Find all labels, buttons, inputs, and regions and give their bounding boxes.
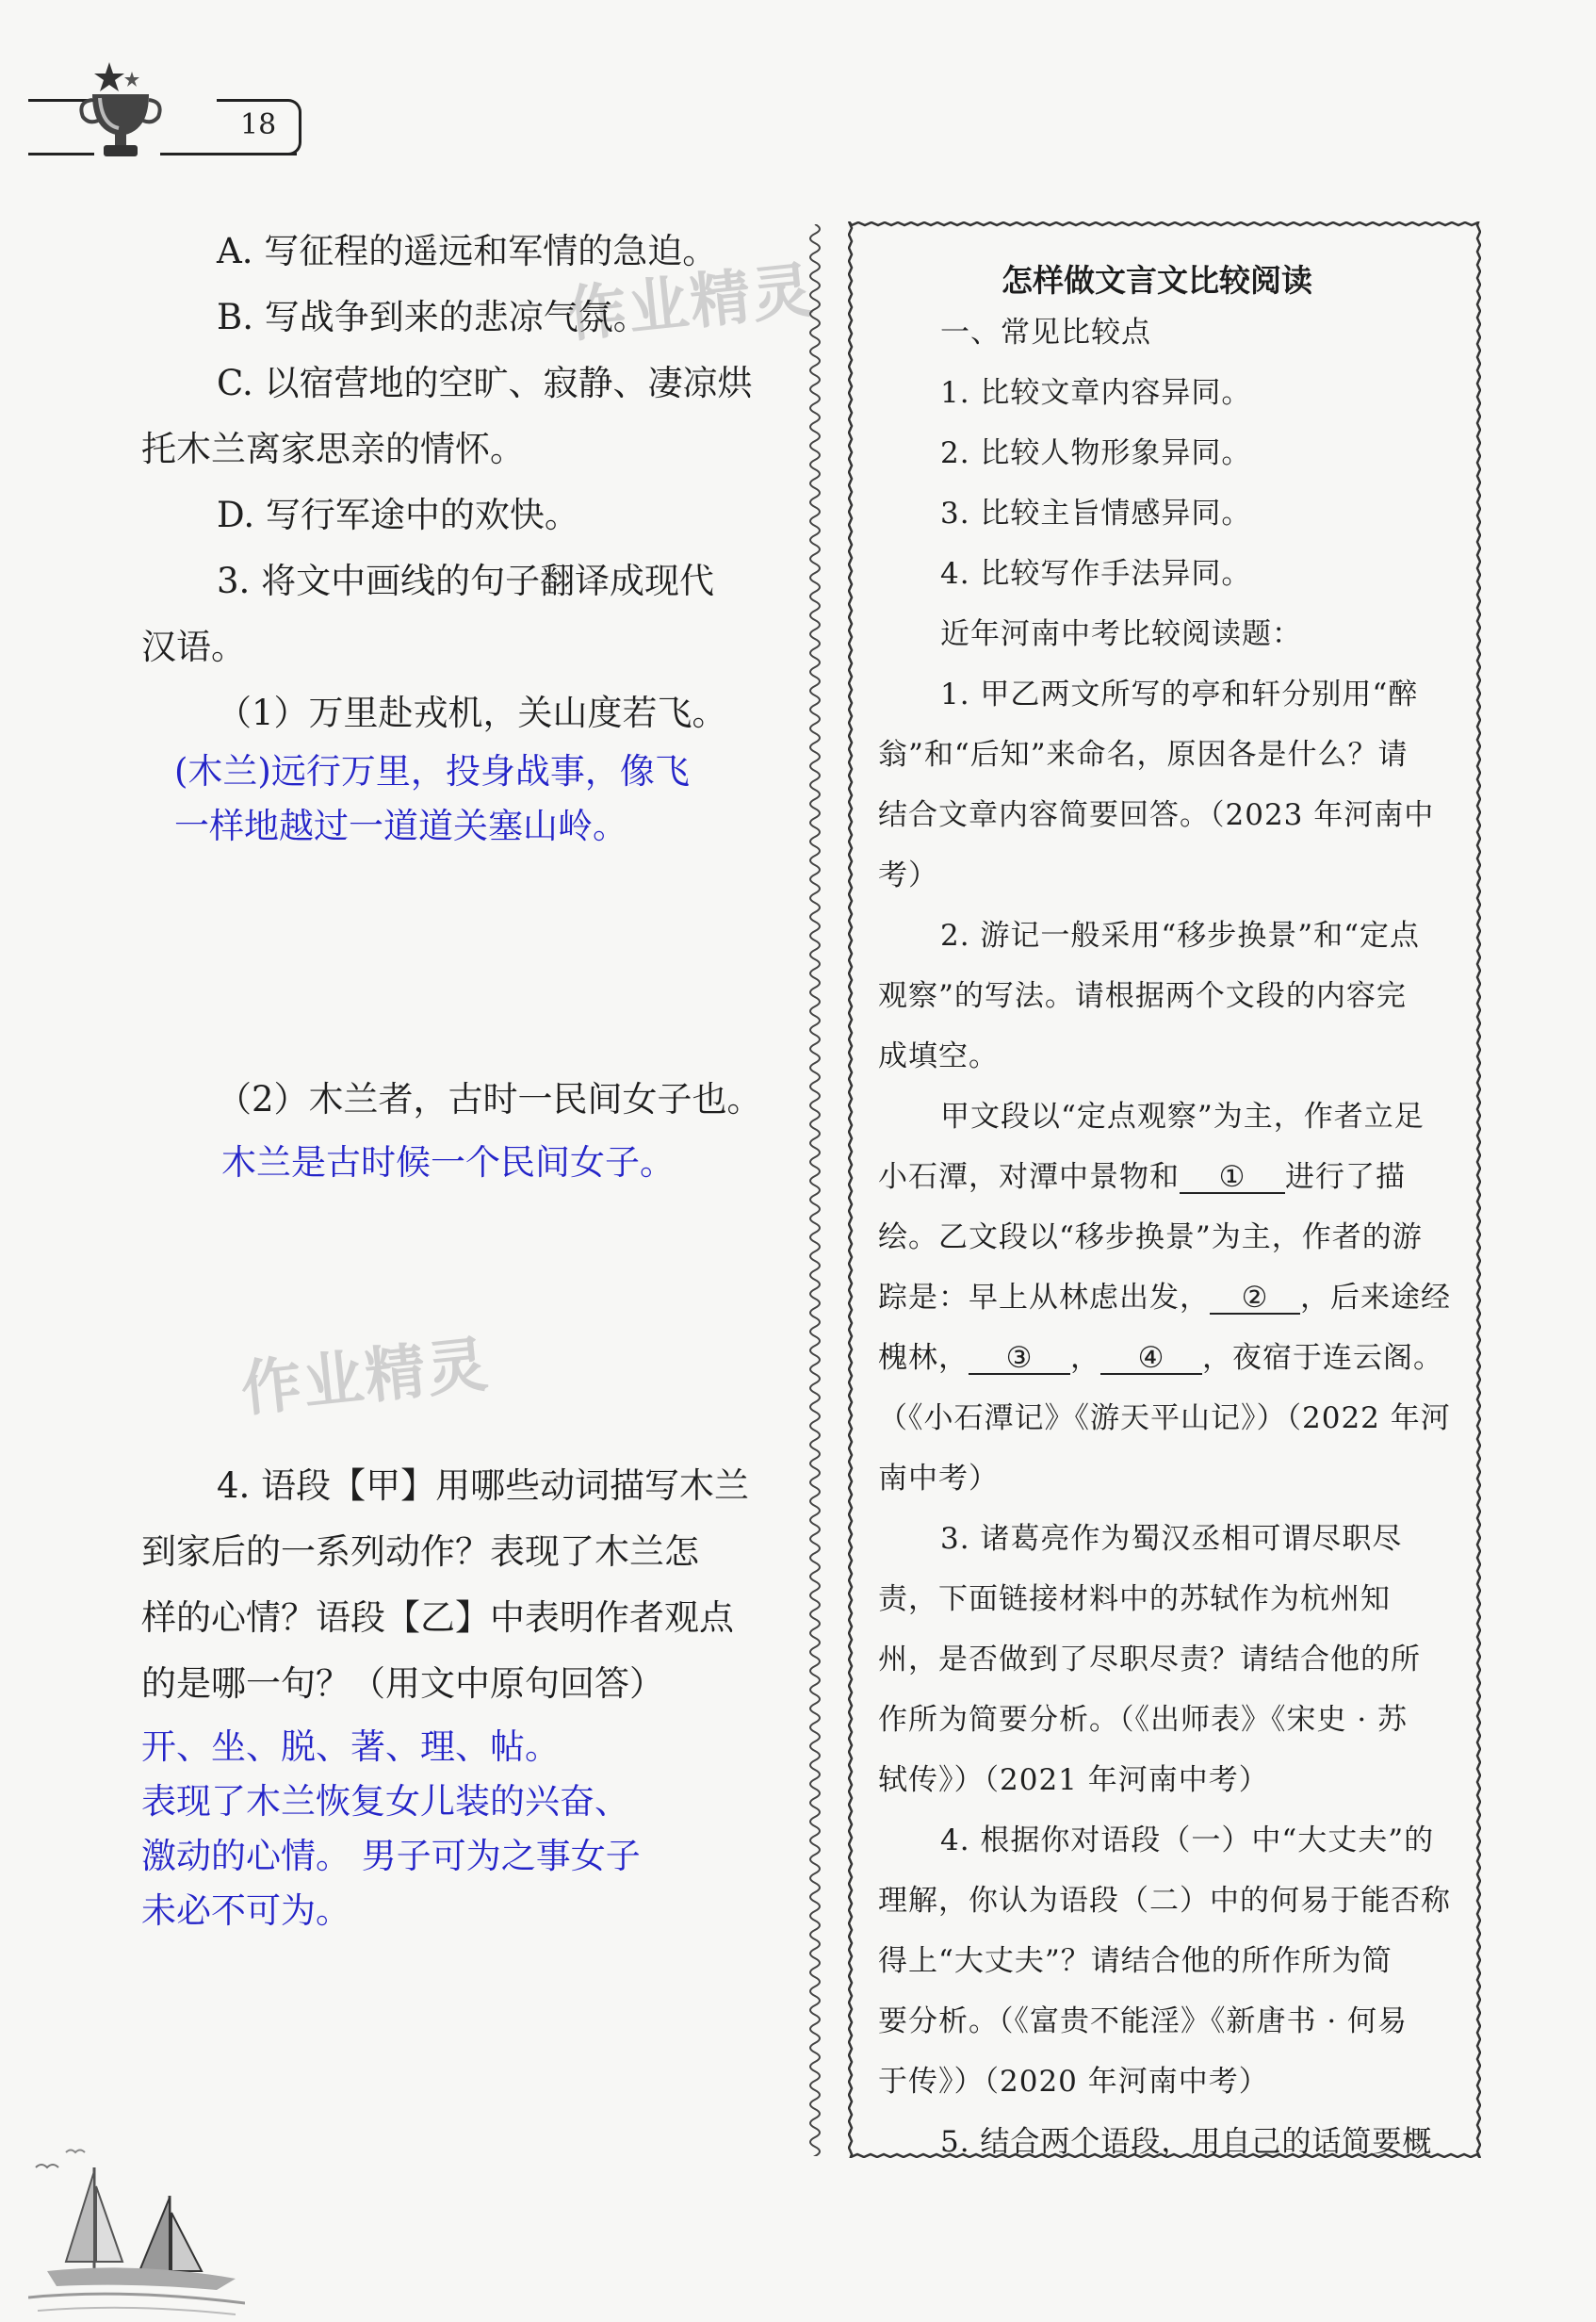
tips-text: 小石潭，对潭中景物和 xyxy=(878,1160,1180,1194)
sailboat-illustration xyxy=(28,2130,245,2318)
tips-line: 成填空。 xyxy=(878,1039,999,1073)
answer-4-line-4: 未必不可为。 xyxy=(141,1890,350,1931)
tips-line: 理解，你认为语段（二）中的何易于能否称 xyxy=(878,1884,1451,1918)
tips-text: 进行了描 xyxy=(1285,1160,1406,1194)
tips-line: 观察”的写法。请根据两个文段的内容完 xyxy=(878,979,1407,1013)
fill-blank-2: ② xyxy=(1210,1284,1300,1315)
option-c: C. 以宿营地的空旷、寂静、凄凉烘 xyxy=(217,363,753,403)
answer-3-1-line-2: 一样地越过一道道关塞山岭。 xyxy=(174,806,627,846)
trophy-icon xyxy=(73,58,168,162)
answer-3-2: 木兰是古时候一个民间女子。 xyxy=(221,1142,675,1183)
tips-line: 3. 比较主旨情感异同。 xyxy=(940,497,1252,531)
tips-line: 1. 甲乙两文所写的亭和轩分别用“醉 xyxy=(940,678,1419,711)
tips-line: 作所为简要分析。（《出师表》《宋史 · 苏 xyxy=(878,1703,1409,1737)
question-3-cont: 汉语。 xyxy=(141,627,246,667)
fill-blank-4: ④ xyxy=(1100,1344,1202,1375)
tips-line xyxy=(878,1160,1406,1194)
tips-line: 近年河南中考比较阅读题： xyxy=(940,617,1302,651)
question-4-cont-1: 到家后的一系列动作？表现了木兰怎 xyxy=(141,1531,699,1572)
tips-line: 一、常见比较点 xyxy=(940,316,1151,350)
question-4-cont-3: 的是哪一句？（用文中原句回答） xyxy=(141,1663,664,1704)
option-a: A. 写征程的遥远和军情的急迫。 xyxy=(217,231,718,271)
tips-text: 踪是：早上从林虑出发， xyxy=(878,1281,1210,1315)
tips-line: 责，下面链接材料中的苏轼作为杭州知 xyxy=(878,1582,1391,1616)
answer-3-1-line-1: (木兰)远行万里，投身战事，像飞 xyxy=(174,751,690,792)
answer-4-line-3: 激动的心情。 男子可为之事女子 xyxy=(141,1836,641,1876)
tips-text: 槐林， xyxy=(878,1341,969,1375)
question-3: 3. 将文中画线的句子翻译成现代 xyxy=(217,561,715,601)
tips-line: 2. 游记一般采用“移步换景”和“定点 xyxy=(940,919,1420,953)
tips-title: 怎样做文言文比较阅读 xyxy=(1002,262,1312,299)
watermark: 作业精灵 xyxy=(562,255,818,352)
question-3-item-2: （2）木兰者，古时一民间女子也。 xyxy=(217,1079,762,1120)
option-d: D. 写行军途中的欢快。 xyxy=(217,495,579,535)
tips-line xyxy=(878,1281,1451,1315)
tips-line: 绘。乙文段以“移步换景”为主，作者的游 xyxy=(878,1220,1423,1254)
tips-line: 2. 比较人物形象异同。 xyxy=(940,436,1252,470)
tips-line: 5. 结合两个语段，用自己的话简要概 xyxy=(940,2125,1433,2159)
answer-4-line-2: 表现了木兰恢复女儿装的兴奋、 xyxy=(141,1781,629,1822)
watermark: 作业精灵 xyxy=(237,1330,493,1426)
tips-line: 州，是否做到了尽职尽责？请结合他的所 xyxy=(878,1643,1421,1676)
tips-line: 要分析。（《富贵不能淫》《新唐书 · 何易 xyxy=(878,2004,1409,2038)
tips-line: 1. 比较文章内容异同。 xyxy=(940,376,1252,410)
column-divider xyxy=(804,224,826,2156)
tips-line: 得上“大丈夫”？请结合他的所作所为简 xyxy=(878,1944,1392,1978)
option-c-cont: 托木兰离家思亲的情怀。 xyxy=(141,429,525,469)
option-b: B. 写战争到来的悲凉气氛。 xyxy=(217,297,648,337)
tips-line: 南中考） xyxy=(878,1462,999,1496)
page-number: 18 xyxy=(240,108,277,141)
tips-line: 轼传》）（2021 年河南中考） xyxy=(878,1763,1269,1797)
tips-line: 结合文章内容简要回答。（2023 年河南中 xyxy=(878,798,1435,832)
tips-text: ，后来途经 xyxy=(1300,1281,1451,1315)
tips-text: ，夜宿于连云阁。 xyxy=(1202,1341,1443,1375)
tips-line xyxy=(878,1341,1443,1375)
tips-line: 翁”和“后知”来命名，原因各是什么？请 xyxy=(878,738,1409,772)
tips-line: 考） xyxy=(878,858,938,892)
tips-line: 于传》）（2020 年河南中考） xyxy=(878,2065,1269,2099)
fill-blank-3: ③ xyxy=(969,1344,1070,1375)
tips-line: 4. 根据你对语段（一）中“大丈夫”的 xyxy=(940,1823,1435,1857)
tips-line: 甲文段以“定点观察”为主，作者立足 xyxy=(940,1100,1425,1134)
tips-line: 4. 比较写作手法异同。 xyxy=(940,557,1252,591)
answer-4-line-1: 开、坐、脱、著、理、帖。 xyxy=(141,1726,560,1767)
question-4: 4. 语段【甲】用哪些动词描写木兰 xyxy=(217,1465,750,1506)
question-3-item-1: （1）万里赴戎机，关山度若飞。 xyxy=(217,693,727,733)
question-4-cont-2: 样的心情？语段【乙】中表明作者观点 xyxy=(141,1597,734,1638)
fill-blank-1: ① xyxy=(1180,1163,1285,1194)
tips-line: （《小石潭记》《游天平山记》）（2022 年河 xyxy=(878,1401,1451,1435)
tips-text: ， xyxy=(1070,1341,1100,1375)
tips-line: 3. 诸葛亮作为蜀汉丞相可谓尽职尽 xyxy=(940,1522,1403,1556)
